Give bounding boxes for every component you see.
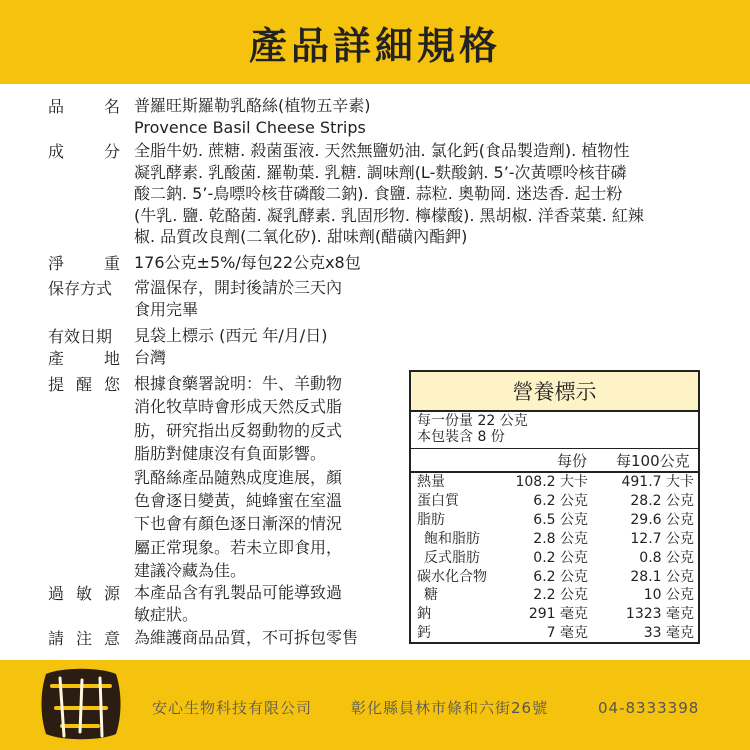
nutrient-per-serving: 2.8 公克: [533, 530, 588, 547]
company-phone: 04-8333398: [598, 699, 700, 717]
spec-storage-value: 常溫保存，開封後請於三天內 食用完畢: [134, 278, 343, 319]
spec-net-value: 176公克±5%/每包22公克x8包: [134, 253, 361, 272]
nutrition-facts-panel: [409, 370, 700, 644]
nutrient-per-serving: 7 毫克: [546, 625, 588, 642]
nutrition-row: [411, 569, 698, 586]
spec-ingredients-value: 全脂牛奶. 蔗糖. 殺菌蛋液. 天然無鹽奶油. 氯化鈣(食品製造劑). 植物性 凝乳酵素. 乳酸菌. 羅勒葉. 乳糖. 調味劑(L-麩酸鈉. 5’-次黃嘌呤核苷磷 酸二鈉. 5’-鳥嘌呤核苷磷酸二鈉). 食鹽. 蒜粒. 奧勒岡. 迷迭香. 起士粉 (牛乳. 鹽. 乾酪菌. 凝乳酵素. 乳固形物. 檸檬酸). 黑胡椒. 洋香菜葉. 紅辣 椒. 品質改良劑(二氧化矽). 甜味劑(醋磺內酯鉀): [134, 141, 644, 246]
col-per-serving: 每份: [557, 452, 588, 470]
col-per-100g: 每100公克: [616, 452, 690, 470]
nutrient-name: 飽和脂肪: [424, 530, 480, 547]
spec-net-label: 淨 重: [48, 254, 120, 273]
spec-expiry-value: 見袋上標示 (西元 年/月/日): [134, 326, 328, 345]
nutrient-per-serving: 0.2 公克: [533, 549, 588, 566]
divider: [411, 448, 698, 449]
nutrient-name: 糖: [424, 587, 438, 604]
company-name: 安心生物科技有限公司: [152, 699, 313, 717]
spec-storage-label: 保存方式: [48, 279, 113, 298]
nutrient-per-serving: 6.2 公克: [533, 568, 588, 585]
nutrient-name: 反式脂肪: [424, 549, 480, 566]
nutrient-per-100g: 491.7 大卡: [621, 474, 694, 490]
serving-size: 每一份量 22 公克: [417, 413, 528, 429]
nutrient-per-100g: 28.1 公克: [630, 568, 694, 585]
spec-name-value: 普羅旺斯羅勒乳酪絲(植物五辛素) Provence Basil Cheese Strips: [134, 96, 371, 137]
nutrition-row: [411, 587, 698, 604]
spec-origin-value: 台灣: [134, 348, 167, 367]
spec-ingredients-label: 成 分: [48, 142, 120, 161]
divider-thick: [411, 471, 698, 473]
spec-reminder-value: 根據食藥署說明：牛、羊動物 消化牧草時會形成天然反式脂 肪，研究指出反芻動物的反式 脂肪對健康沒有負面影響。 乳酪絲產品隨熟成度進展，顏 色會逐日變黃，純蜂蜜在室溫 下也會有顏色逐日漸深的情況 屬正常現象。若未立即食用， 建議冷藏為佳。: [134, 374, 343, 581]
nutrient-per-100g: 0.8 公克: [639, 549, 694, 566]
spec-notice-label: 請 注 意: [48, 629, 120, 648]
spec-origin-label: 產 地: [48, 349, 120, 368]
nutrient-per-100g: 29.6 公克: [630, 511, 694, 528]
nutrient-per-100g: 28.2 公克: [630, 492, 694, 509]
nutrient-per-100g: 33 毫克: [643, 625, 694, 642]
nutrient-name: 碳水化合物: [417, 568, 487, 585]
nutrient-per-serving: 2.2 公克: [533, 587, 588, 604]
nutrition-row: [411, 550, 698, 567]
spec-name-label: 品 名: [48, 97, 120, 116]
spec-notice-value: 為維護商品品質，不可拆包零售: [134, 628, 359, 647]
servings-per-pack: 本包裝含 8 份: [417, 429, 505, 445]
nutrition-serving-info: [417, 413, 528, 445]
nutrition-row: [411, 625, 698, 642]
nutrition-row: [411, 606, 698, 623]
nutrition-title: 營養標示: [411, 372, 698, 412]
nutrient-per-100g: 10 公克: [643, 587, 694, 604]
nutrition-row: [411, 531, 698, 548]
nutrient-per-100g: 12.7 公克: [630, 530, 694, 547]
header-banner: [0, 0, 750, 84]
spec-reminder-label: 提 醒 您: [48, 375, 120, 394]
nutrition-row: [411, 474, 698, 491]
nutrient-per-100g: 1323 毫克: [625, 606, 694, 623]
spec-allergen-value: 本產品含有乳製品可能導致過 敏症狀。: [134, 583, 343, 624]
nutrient-name: 蛋白質: [417, 492, 459, 509]
brand-logo: [38, 664, 124, 744]
nutrient-name: 鈉: [417, 606, 431, 623]
nutrition-row: [411, 512, 698, 529]
nutrition-row: [411, 493, 698, 510]
nutrient-per-serving: 6.2 公克: [533, 492, 588, 509]
page-title: 產品詳細規格: [248, 23, 501, 68]
company-address: 彰化縣員林市條和六街26號: [351, 699, 549, 717]
spec-allergen-label: 過 敏 源: [48, 584, 120, 603]
spec-expiry-label: 有效日期: [48, 327, 113, 346]
nutrient-per-serving: 108.2 大卡: [515, 474, 588, 490]
nutrient-per-serving: 291 毫克: [528, 606, 588, 623]
nutrient-per-serving: 6.5 公克: [533, 511, 588, 528]
nutrient-name: 熱量: [417, 474, 445, 490]
nutrient-name: 鈣: [417, 625, 431, 642]
nutrient-name: 脂肪: [417, 511, 445, 528]
